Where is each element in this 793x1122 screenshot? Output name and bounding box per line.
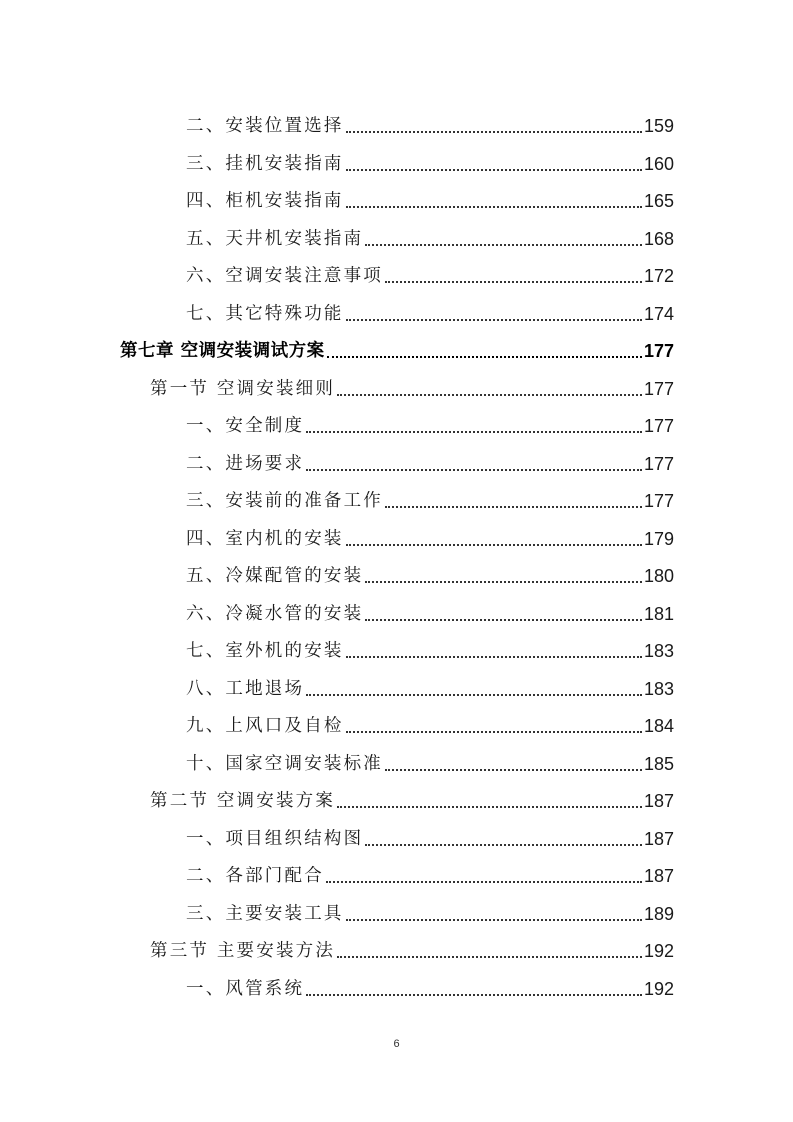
toc-entry[interactable]: [186, 963, 674, 1000]
dot-leader: [306, 978, 644, 1000]
dot-leader: [337, 790, 644, 812]
toc-entry-label: 七、其它特殊功能: [186, 303, 344, 324]
toc-entry-page: 192: [643, 941, 674, 961]
toc-entry-label: 一、安全制度: [186, 416, 305, 436]
toc-entry[interactable]: [186, 213, 674, 250]
toc-entry[interactable]: [186, 588, 674, 625]
toc-entry-page: 177: [643, 378, 674, 399]
toc-entry[interactable]: [186, 850, 674, 887]
toc-entry[interactable]: [186, 400, 674, 437]
toc-entry[interactable]: [186, 138, 674, 175]
dot-leader: [385, 490, 644, 512]
dot-leader: [346, 303, 644, 325]
toc-chapter-entry[interactable]: [120, 325, 674, 362]
toc-entry-label: 九、上风口及自检: [186, 716, 344, 736]
toc-entry-page: 192: [643, 978, 674, 999]
toc-entry-label: 十、国家空调安装标准: [186, 753, 383, 774]
toc-entry-page: 177: [643, 453, 674, 474]
toc-entry-label: 第一节 空调安装细则: [150, 378, 336, 399]
toc-entry[interactable]: [186, 738, 674, 775]
dot-leader: [306, 415, 644, 437]
toc-entry[interactable]: [186, 550, 674, 587]
toc-entry-label: 二、各部门配合: [186, 866, 324, 886]
toc-entry[interactable]: [186, 663, 674, 700]
dot-leader: [365, 603, 644, 625]
dot-leader: [326, 865, 644, 887]
toc-entry-label: 第三节 主要安装方法: [150, 941, 336, 961]
toc-entry-page: 165: [643, 191, 674, 211]
dot-leader: [346, 190, 644, 212]
toc-entry-page: 187: [643, 791, 674, 811]
dot-leader: [337, 940, 644, 962]
toc-entry-page: 172: [643, 266, 674, 286]
dot-leader: [365, 828, 644, 850]
toc-entry-label: 六、冷凝水管的安装: [186, 603, 364, 624]
toc-entry-label: 第七章 空调安装调试方案: [120, 341, 325, 361]
dot-leader: [337, 378, 644, 400]
toc-entry[interactable]: [186, 438, 674, 475]
toc-entry-label: 二、进场要求: [186, 453, 305, 474]
dot-leader: [365, 565, 644, 587]
dot-leader: [385, 753, 644, 775]
toc-entry-page: 185: [643, 753, 674, 774]
toc-entry-page: 183: [643, 678, 674, 699]
toc-entry-page: 168: [643, 228, 674, 249]
toc-entry[interactable]: [186, 100, 674, 137]
toc-section-entry[interactable]: [150, 925, 674, 962]
toc-entry-label: 第二节 空调安装方案: [150, 791, 336, 811]
toc-entry-page: 183: [643, 641, 674, 661]
dot-leader: [346, 640, 644, 662]
dot-leader: [346, 115, 644, 137]
page-number: 6: [393, 1038, 400, 1050]
toc-entry-label: 七、室外机的安装: [186, 641, 344, 661]
toc-entry[interactable]: [186, 475, 674, 512]
toc-entry[interactable]: [186, 175, 674, 212]
toc-entry-label: 三、主要安装工具: [186, 903, 344, 924]
toc-entry-label: 五、天井机安装指南: [186, 228, 364, 249]
toc-entry[interactable]: [186, 700, 674, 737]
toc-entry-label: 五、冷媒配管的安装: [186, 566, 364, 586]
toc-entry-label: 二、安装位置选择: [186, 116, 344, 136]
toc-entry-page: 180: [643, 566, 674, 586]
dot-leader: [385, 265, 644, 287]
toc-entry-label: 一、风管系统: [186, 978, 305, 999]
toc-entry-page: 179: [643, 528, 674, 549]
toc-entry[interactable]: [186, 288, 674, 325]
toc-entry-label: 三、挂机安装指南: [186, 153, 344, 174]
toc-entry[interactable]: [186, 813, 674, 850]
toc-entry-label: 六、空调安装注意事项: [186, 266, 383, 286]
toc-entry-page: 184: [643, 716, 674, 736]
dot-leader: [327, 340, 644, 362]
toc-section-entry[interactable]: [150, 775, 674, 812]
toc-entry-page: 177: [643, 341, 674, 361]
toc-entry-page: 174: [643, 303, 674, 324]
dot-leader: [365, 228, 644, 250]
dot-leader: [306, 453, 644, 475]
toc-entry-page: 181: [643, 603, 674, 624]
dot-leader: [346, 528, 644, 550]
toc-entry-page: 177: [643, 416, 674, 436]
toc-entry[interactable]: [186, 513, 674, 550]
toc-entry[interactable]: [186, 250, 674, 287]
dot-leader: [346, 153, 644, 175]
toc-entry[interactable]: [186, 625, 674, 662]
toc-entry-label: 八、工地退场: [186, 678, 305, 699]
toc-section-entry[interactable]: [150, 363, 674, 400]
toc-entry-label: 一、项目组织结构图: [186, 828, 364, 849]
toc-entry-page: 187: [643, 828, 674, 849]
dot-leader: [346, 715, 644, 737]
toc-entry-label: 四、室内机的安装: [186, 528, 344, 549]
toc-entry-page: 160: [643, 153, 674, 174]
dot-leader: [306, 678, 644, 700]
toc-entry-page: 177: [643, 491, 674, 511]
toc-entry-page: 159: [643, 116, 674, 136]
toc-entry-label: 三、安装前的准备工作: [186, 491, 383, 511]
toc-entry-label: 四、柜机安装指南: [186, 191, 344, 211]
toc-entry[interactable]: [186, 888, 674, 925]
toc-entry-page: 187: [643, 866, 674, 886]
toc-entry-page: 189: [643, 903, 674, 924]
dot-leader: [346, 903, 644, 925]
